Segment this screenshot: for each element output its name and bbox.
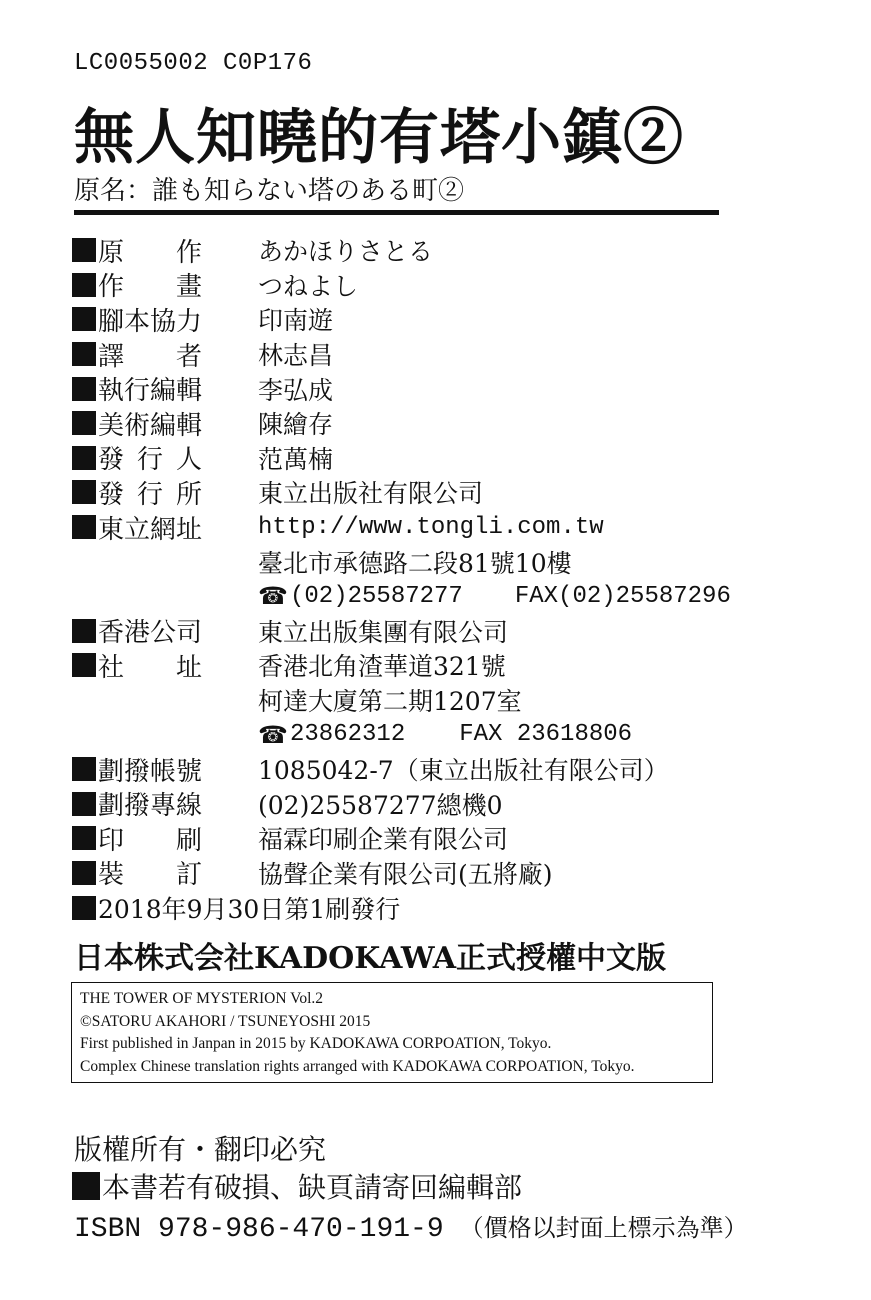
credit-row [72, 233, 731, 268]
square-bullet-icon [72, 757, 96, 781]
tongli-address: 臺北市承德路二段81號10樓 [258, 548, 572, 578]
square-bullet-icon [72, 1172, 100, 1200]
credit-row [72, 337, 731, 372]
square-bullet-icon [72, 896, 96, 920]
isbn-line [74, 1208, 748, 1245]
credit-value: 范萬楠 [258, 444, 334, 474]
credit-row [72, 683, 731, 718]
credit-row [72, 406, 731, 441]
credit-row [72, 821, 731, 856]
square-bullet-icon [72, 480, 96, 504]
credit-value: 福霖印刷企業有限公司 [258, 825, 509, 855]
credit-label: 執行編輯 [98, 376, 203, 407]
credit-row [72, 510, 731, 545]
english-line: First published in Janpan in 2015 by KADOKAWA CORPOATION, Tokyo. [80, 1035, 552, 1052]
square-bullet-icon [72, 446, 96, 470]
damage-notice [72, 1166, 522, 1206]
credit-label: 印 刷 [98, 825, 202, 856]
tongli-phone: (02)25587277 [290, 582, 463, 610]
credit-label: 東立網址 [98, 514, 203, 545]
credit-value: 1085042-7（東立出版社有限公司） [258, 756, 669, 786]
credit-value: 陳繪存 [258, 410, 334, 440]
english-copyright-box [71, 982, 713, 1083]
credit-value: 林志昌 [258, 341, 334, 371]
credit-row [72, 441, 731, 476]
original-title: 原名：誰も知らない塔のある町② [74, 176, 465, 206]
credit-label: 社 址 [98, 652, 202, 683]
credit-label: 發 行 所 [98, 479, 202, 510]
title-divider [74, 210, 719, 215]
square-bullet-icon [72, 307, 96, 331]
credit-row [72, 268, 731, 303]
credit-label: 作 畫 [98, 272, 202, 303]
price-note: （價格以封面上標示為準） [459, 1214, 748, 1242]
isbn-number: ISBN 978-986-470-191-9 [74, 1214, 444, 1245]
credit-row [72, 371, 731, 406]
rights-statement: 版權所有・翻印必究 [74, 1133, 327, 1166]
credit-label: 原 作 [98, 237, 202, 268]
square-bullet-icon [72, 861, 96, 885]
issue-date-row [72, 890, 731, 925]
catalog-code: LC0055002 C0P176 [74, 50, 313, 77]
hk-fax: FAX 23618806 [459, 721, 633, 749]
square-bullet-icon [72, 826, 96, 850]
credit-row [72, 475, 731, 510]
phone-icon: ☎ [258, 720, 288, 749]
credit-value: 東立出版社有限公司 [258, 479, 484, 509]
credit-value: 協聲企業有限公司(五將廠) [258, 859, 553, 889]
phone-icon: ☎ [258, 582, 288, 611]
credit-row [72, 787, 731, 822]
english-line: ©SATORU AKAHORI / TSUNEYOSHI 2015 [80, 1012, 371, 1030]
credit-label: 裝 訂 [98, 860, 202, 891]
english-line: THE TOWER OF MYSTERION Vol.2 [80, 990, 323, 1007]
credit-label: 譯 者 [98, 341, 202, 372]
credit-value: つねよし [258, 271, 359, 301]
book-title: 無人知曉的有塔小鎮② [74, 103, 684, 173]
credit-row [72, 648, 731, 683]
credit-row [72, 717, 731, 752]
website-url: http://www.tongli.com.tw [258, 513, 604, 541]
credit-label: 發 行 人 [98, 445, 202, 476]
credit-value: 東立出版集團有限公司 [258, 617, 509, 647]
credit-value: あかほりさとる [258, 237, 434, 267]
credit-row [72, 302, 731, 337]
hk-address-line1: 香港北角渣華道321號 [258, 652, 506, 682]
square-bullet-icon [72, 273, 96, 297]
credit-label: 劃撥專線 [98, 791, 203, 822]
square-bullet-icon [72, 238, 96, 262]
credit-label: 香港公司 [98, 618, 203, 649]
publisher-line: 日本株式会社KADOKAWA正式授權中文版 [74, 941, 666, 976]
issue-date: 2018年9月30日第1刷發行 [98, 894, 401, 924]
credit-label: 美術編輯 [98, 410, 203, 441]
credit-row [72, 752, 731, 787]
square-bullet-icon [72, 377, 96, 401]
credits-list [72, 233, 731, 925]
credit-row [72, 856, 731, 891]
credit-label: 腳本協力 [98, 306, 203, 337]
hk-phone: 23862312 [290, 721, 406, 749]
tongli-fax: FAX(02)25587296 [514, 582, 731, 610]
square-bullet-icon [72, 342, 96, 366]
square-bullet-icon [72, 619, 96, 643]
credit-value: (02)25587277總機0 [258, 790, 503, 820]
square-bullet-icon [72, 653, 96, 677]
credit-row [72, 579, 731, 614]
square-bullet-icon [72, 792, 96, 816]
square-bullet-icon [72, 411, 96, 435]
credit-label: 劃撥帳號 [98, 756, 203, 787]
credit-value: 印南遊 [258, 306, 334, 336]
credit-value: 李弘成 [258, 375, 334, 405]
credit-row [72, 614, 731, 649]
credit-row [72, 544, 731, 579]
hk-address-line2: 柯達大廈第二期1207室 [258, 687, 522, 717]
english-line: Complex Chinese translation rights arranged with KADOKAWA CORPOATION, Tokyo. [80, 1057, 635, 1075]
square-bullet-icon [72, 515, 96, 539]
damage-notice-text: 本書若有破損、缺頁請寄回編輯部 [102, 1171, 523, 1204]
